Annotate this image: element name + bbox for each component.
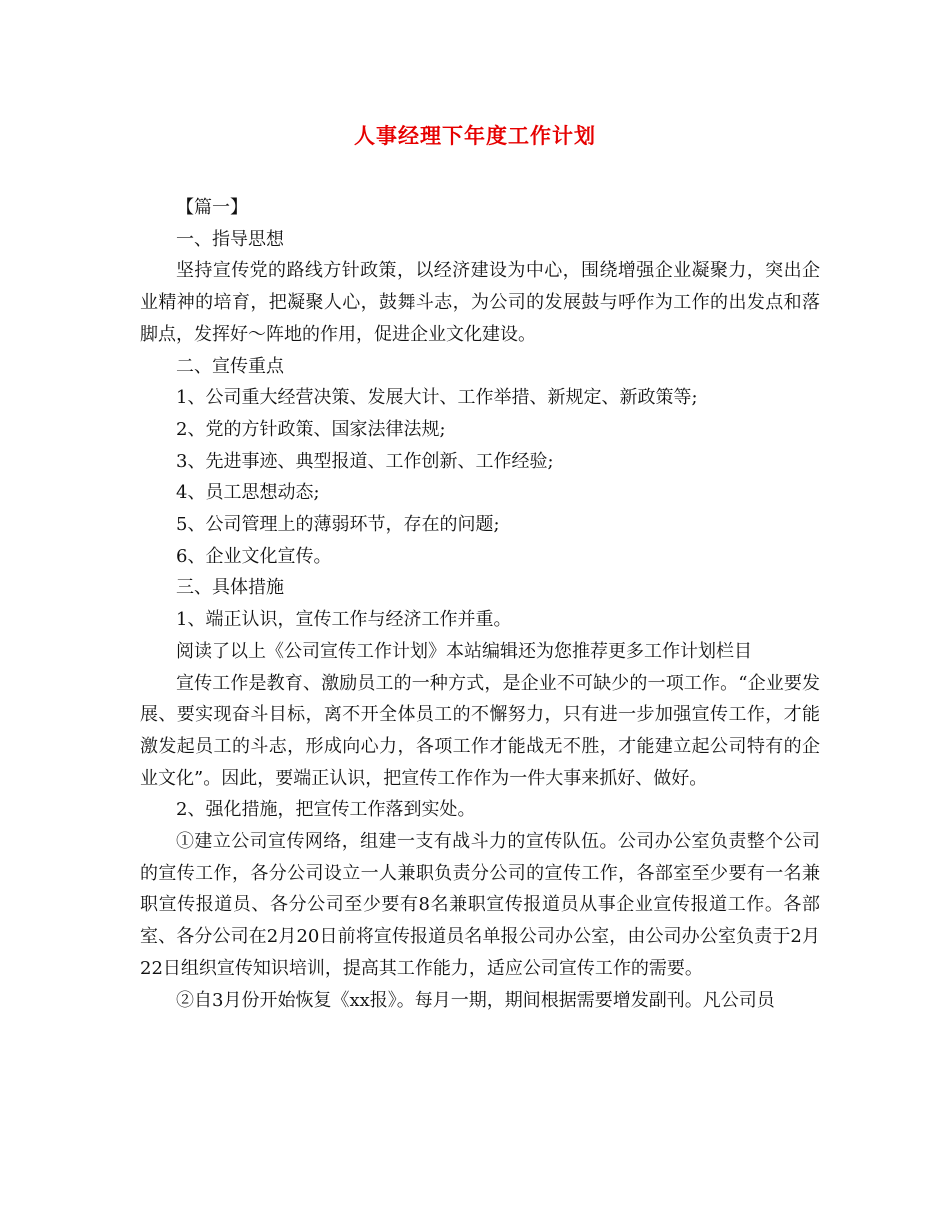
paragraph: 宣传工作是教育、激励员工的一种方式，是企业不可缺少的一项工作。“企业要发展、要实现奋斗目标，离不开全体员工的不懈努力，只有进一步加强宣传工作，才能激发起员工的斗志，形成向心力，各项工作才能战无不胜，才能建立起公司特有的企业文化”。因此，要端正认识，把宣传工作作为一件大事来抓好、做好。 (140, 672, 820, 789)
document-body (140, 192, 820, 1016)
paragraph: 二、宣传重点 (176, 355, 284, 377)
paragraph: 3、先进事迹、典型报道、工作创新、工作经验; (176, 450, 554, 472)
paragraph: ②自3月份开始恢复《xx报》。每月一期，期间根据需要增发副刊。凡公司员 (176, 989, 775, 1011)
paragraph: 4、员工思想动态; (176, 482, 320, 504)
paragraph: 5、公司管理上的薄弱环节，存在的问题; (176, 514, 500, 536)
paragraph: 2、党的方针政策、国家法律法规; (176, 418, 446, 440)
paragraph: 6、企业文化宣传。 (176, 545, 332, 567)
paragraph: 【篇一】 (176, 197, 248, 218)
document-title: 人事经理下年度工作计划 (354, 123, 596, 148)
paragraph: 一、指导思想 (176, 228, 284, 250)
paragraph: 三、具体措施 (176, 577, 284, 599)
paragraph: 1、端正认识，宣传工作与经济工作并重。 (176, 609, 512, 631)
paragraph: 坚持宣传党的路线方针政策，以经济建设为中心，围绕增强企业凝聚力，突出企业精神的培育，把凝聚人心，鼓舞斗志，为公司的发展鼓与呼作为工作的出发点和落脚点，发挥好～阵地的作用，促进企业文化建设。 (140, 260, 820, 345)
paragraph: 2、强化措施，把宣传工作落到实处。 (176, 799, 476, 821)
paragraph: 1、公司重大经营决策、发展大计、工作举措、新规定、新政策等; (176, 387, 698, 409)
paragraph: ①建立公司宣传网络，组建一支有战斗力的宣传队伍。公司办公室负责整个公司的宣传工作，各分公司设立一人兼职负责分公司的宣传工作，各部室至少要有一名兼职宣传报道员、各分公司至少要有8名兼职宣传报道员从事企业宣传报道工作。各部室、各分公司在2月20日前将宣传报道员名单报公司办公室，由公司办公室负责于2月22日组织宣传知识培训，提高其工作能力，适应公司宣传工作的需要。 (140, 831, 820, 979)
paragraph: 阅读了以上《公司宣传工作计划》本站编辑还为您推荐更多工作计划栏目 (176, 640, 752, 662)
